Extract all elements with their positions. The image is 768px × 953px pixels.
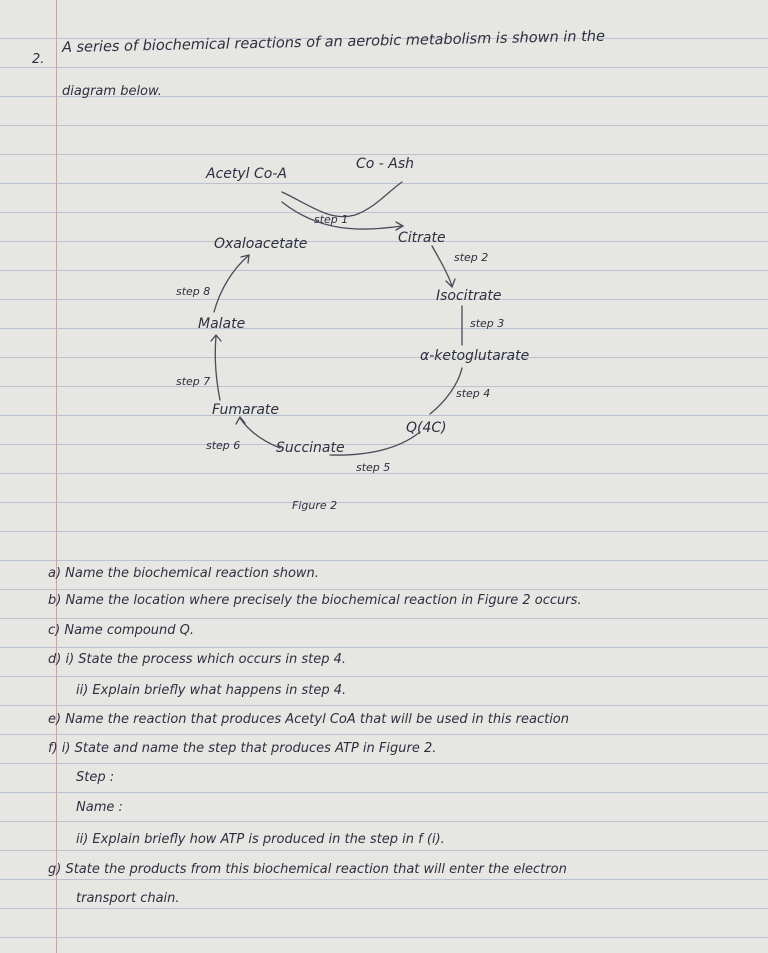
label-step3: step 3 xyxy=(470,317,505,330)
label-step7: step 7 xyxy=(176,375,211,388)
question-f-name: Name : xyxy=(76,800,123,815)
succinate-to-fumarate xyxy=(240,418,280,448)
question-a: a) Name the biochemical reaction shown. xyxy=(48,566,319,581)
intro-line-1: A series of biochemical reactions of an aerobic metabolism is shown in the xyxy=(61,28,606,56)
question-c: c) Name compound Q. xyxy=(48,623,195,638)
label-succinate: Succinate xyxy=(276,440,345,456)
label-step4: step 4 xyxy=(456,387,491,400)
question-number: 2. xyxy=(32,52,45,67)
question-e: e) Name the reaction that produces Acetyl CoA that will be used in this reaction xyxy=(48,712,570,727)
label-isocitrate: Isocitrate xyxy=(436,288,502,304)
label-coa-sh: Co - Ash xyxy=(356,156,415,172)
label-step5: step 5 xyxy=(356,461,391,474)
question-g-line1: g) State the products from this biochemical reaction that will enter the electron xyxy=(48,862,567,877)
label-oxaloacetate: Oxaloacetate xyxy=(214,236,308,252)
question-f-step: Step : xyxy=(76,770,115,785)
question-f-ii: ii) Explain briefly how ATP is produced in the step in f (i). xyxy=(76,832,445,847)
label-step6: step 6 xyxy=(206,439,241,452)
citrate-to-isocitrate xyxy=(432,246,452,286)
label-compound-q: Q(4C) xyxy=(406,420,447,436)
fumarate-to-malate xyxy=(215,336,220,400)
intro-line-2: diagram below. xyxy=(62,84,162,99)
question-b: b) Name the location where precisely the biochemical reaction in Figure 2 occurs. xyxy=(48,593,582,608)
label-step8: step 8 xyxy=(176,285,211,298)
label-citrate: Citrate xyxy=(398,230,446,246)
question-f-i: f) i) State and name the step that produces ATP in Figure 2. xyxy=(48,741,437,756)
question-d-ii: ii) Explain briefly what happens in step 4. xyxy=(76,683,347,698)
label-step1: step 1 xyxy=(314,213,349,226)
label-fumarate: Fumarate xyxy=(212,402,280,418)
figure-caption: Figure 2 xyxy=(292,499,338,512)
label-ketoglutarate: α-ketoglutarate xyxy=(420,348,530,364)
label-acetyl-coa: Acetyl Co-A xyxy=(206,166,287,182)
question-g-line2: transport chain. xyxy=(76,891,180,906)
question-d-i: d) i) State the process which occurs in step 4. xyxy=(48,652,347,667)
label-malate: Malate xyxy=(198,316,246,332)
malate-to-oxaloacetate xyxy=(214,256,248,312)
label-step2: step 2 xyxy=(454,251,489,264)
